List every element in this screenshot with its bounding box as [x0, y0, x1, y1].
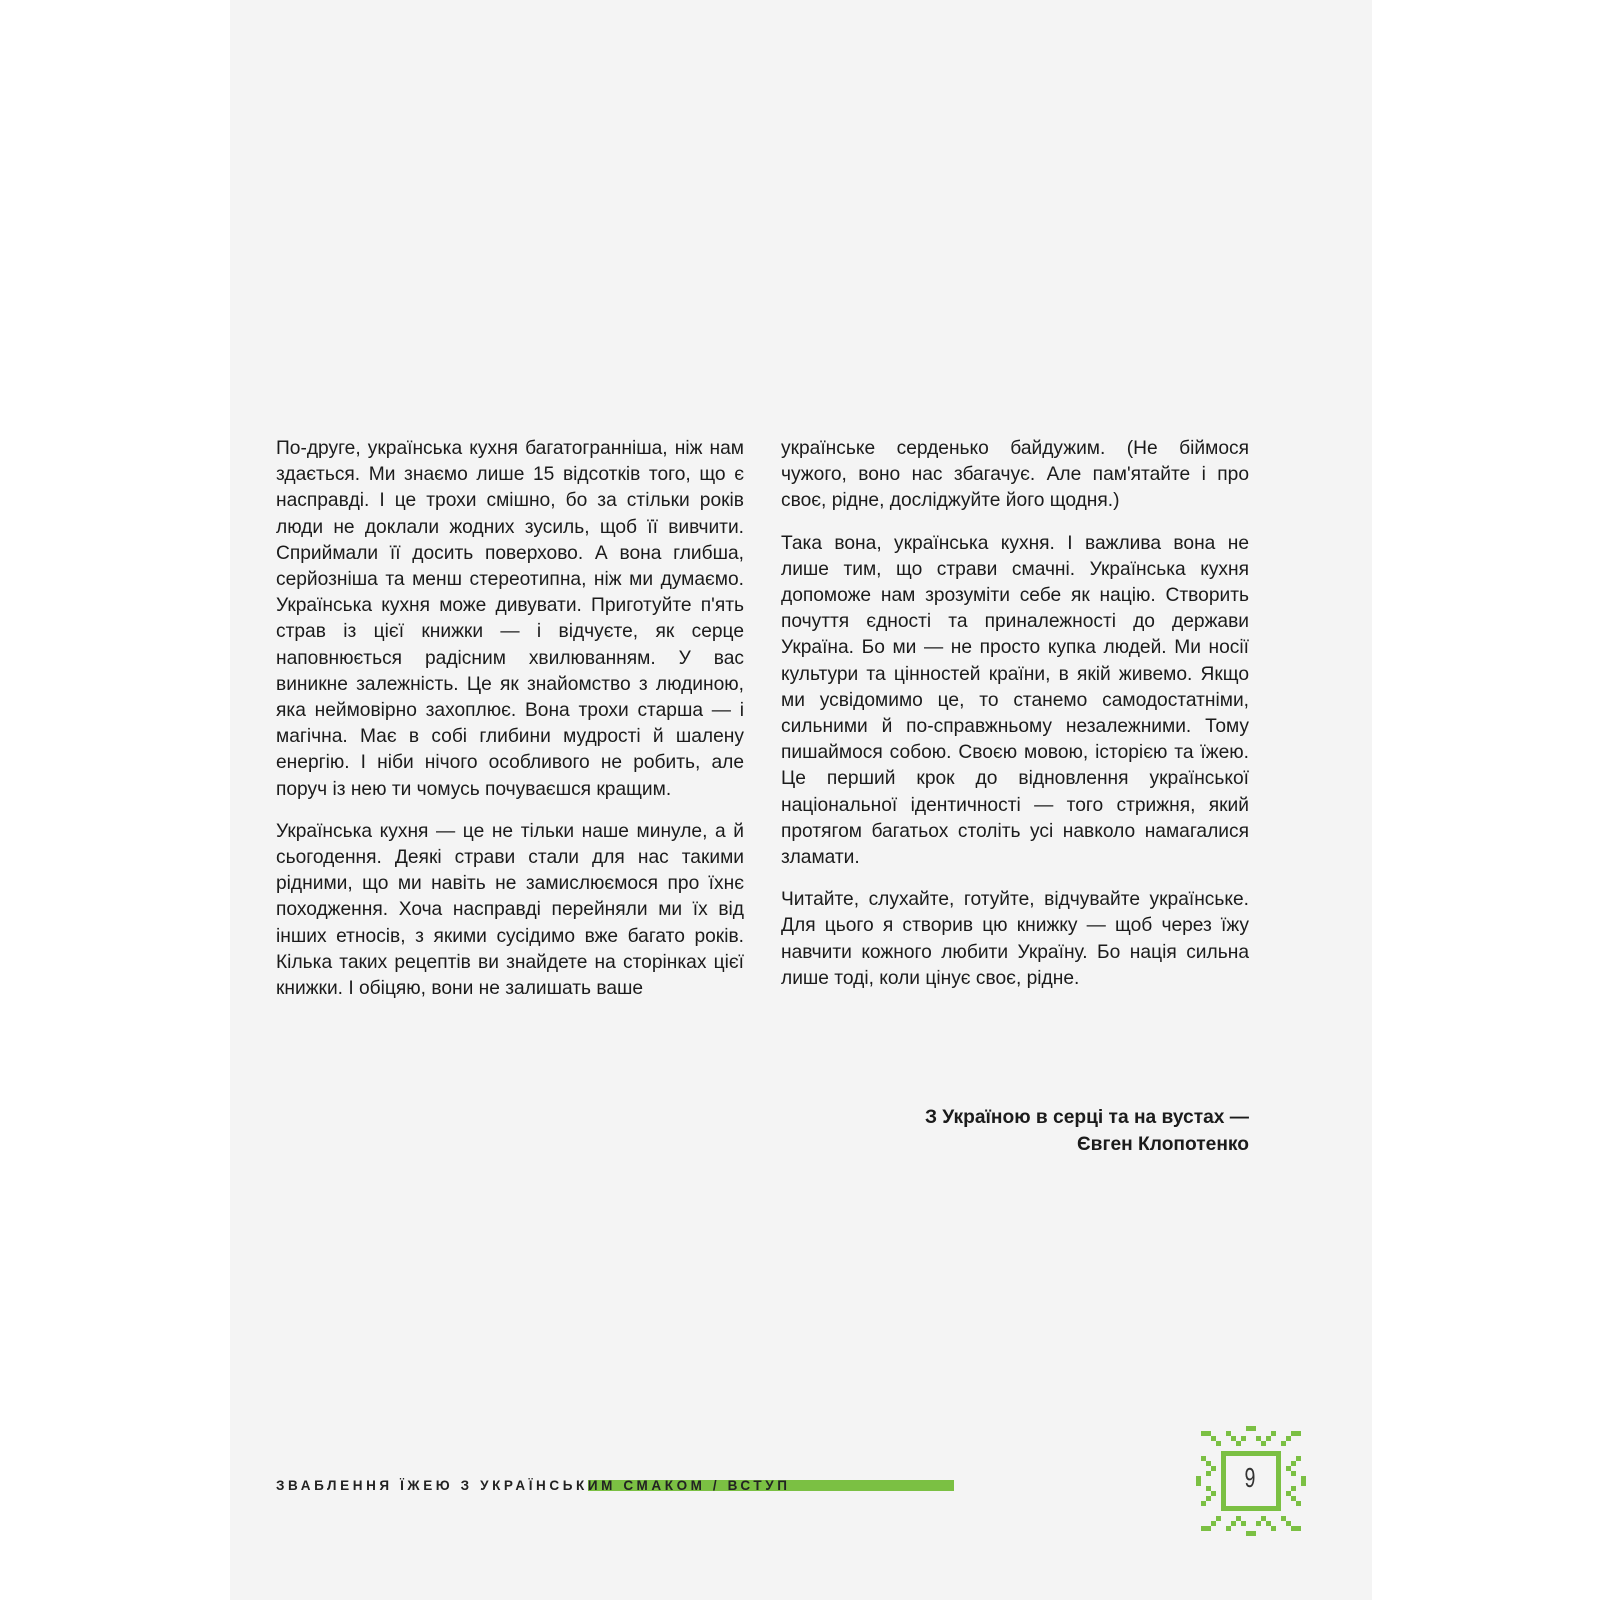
- paragraph: Така вона, українська кухня. І важлива вона не лише тим, що страви смачні. Українська кухня допоможе нам зрозуміти себе як націю. Створить почуття єдності та приналежності до держави Україна. Бо ми — не просто купка людей. Ми носії культури та цінностей країни, в якій живемо. Якщо ми усвідомимо це, то станемо самодостатніми, сильними й по-справжньому незалежними. Тому пишаймося собою. Своєю мовою, історією та їжею. Це перший крок до відновлення української національної ідентичності — того стрижня, який протягом багатьох століть усі навколо намагалися зламати.: [781, 532, 1249, 869]
- paragraph: Читайте, слухайте, готуйте, відчувайте українське. Для цього я створив цю книжку — щоб через їжу навчити кожного любити Україну. Бо нація сильна лише тоді, коли цінує своє, рідне.: [781, 889, 1249, 989]
- paragraph: По-друге, українська кухня багатогранніша, ніж нам здається. Ми знаємо лише 15 відсотків того, що є насправді. І це трохи смішно, бо за стільки років люди не доклали жодних зусиль, щоб її вивчити. Сприймали її досить поверхово. А вона глибша, серйозніша та менш стереотипна, ніж ми думаємо. Українська кухня може дивувати. Приготуйте п'ять страв із цієї книжки — і відчуєте, як серце наповнюється радісним хвилюванням. У вас виникне залежність. Це як знайомство з людиною, яка неймовірно захоплює. Вона трохи старша — і магічна. Має в собі глибини мудрості й шалену енергію. І ніби нічого особливого не робить, але поруч із нею ти чомусь почуваєшся кращим.: [276, 438, 744, 800]
- left-text-column: [276, 436, 744, 1018]
- paragraph: українське серденько байдужим. (Не біймося чужого, воно нас збагачує. Але пам'ятайте і про своє, рідне, досліджуйте його щодня.): [781, 438, 1249, 512]
- running-title: ЗВАБЛЕННЯ ЇЖЕЮ З УКРАЇНСЬКИМ СМАКОМ / ВСТУП: [276, 1478, 791, 1493]
- paragraph: Українська кухня — це не тільки наше минуле, а й сьогодення. Деякі страви стали для нас такими рідними, що ми навіть не замислюємося про їхнє походження. Хоча насправді перейняли ми їх від інших етносів, з якими сусідимо вже багато років. Кілька таких рецептів ви знайдете на сторінках цієї книжки. І обіцяю, вони не залишать ваше: [276, 820, 744, 1000]
- right-text-column: [781, 436, 1249, 1008]
- signature-line: З Україною в серці та на вустах —: [924, 1107, 1249, 1128]
- author-name: Євген Клопотенко: [1077, 1134, 1249, 1155]
- author-signature: [781, 1104, 1249, 1158]
- page-number: 9: [1244, 1462, 1256, 1493]
